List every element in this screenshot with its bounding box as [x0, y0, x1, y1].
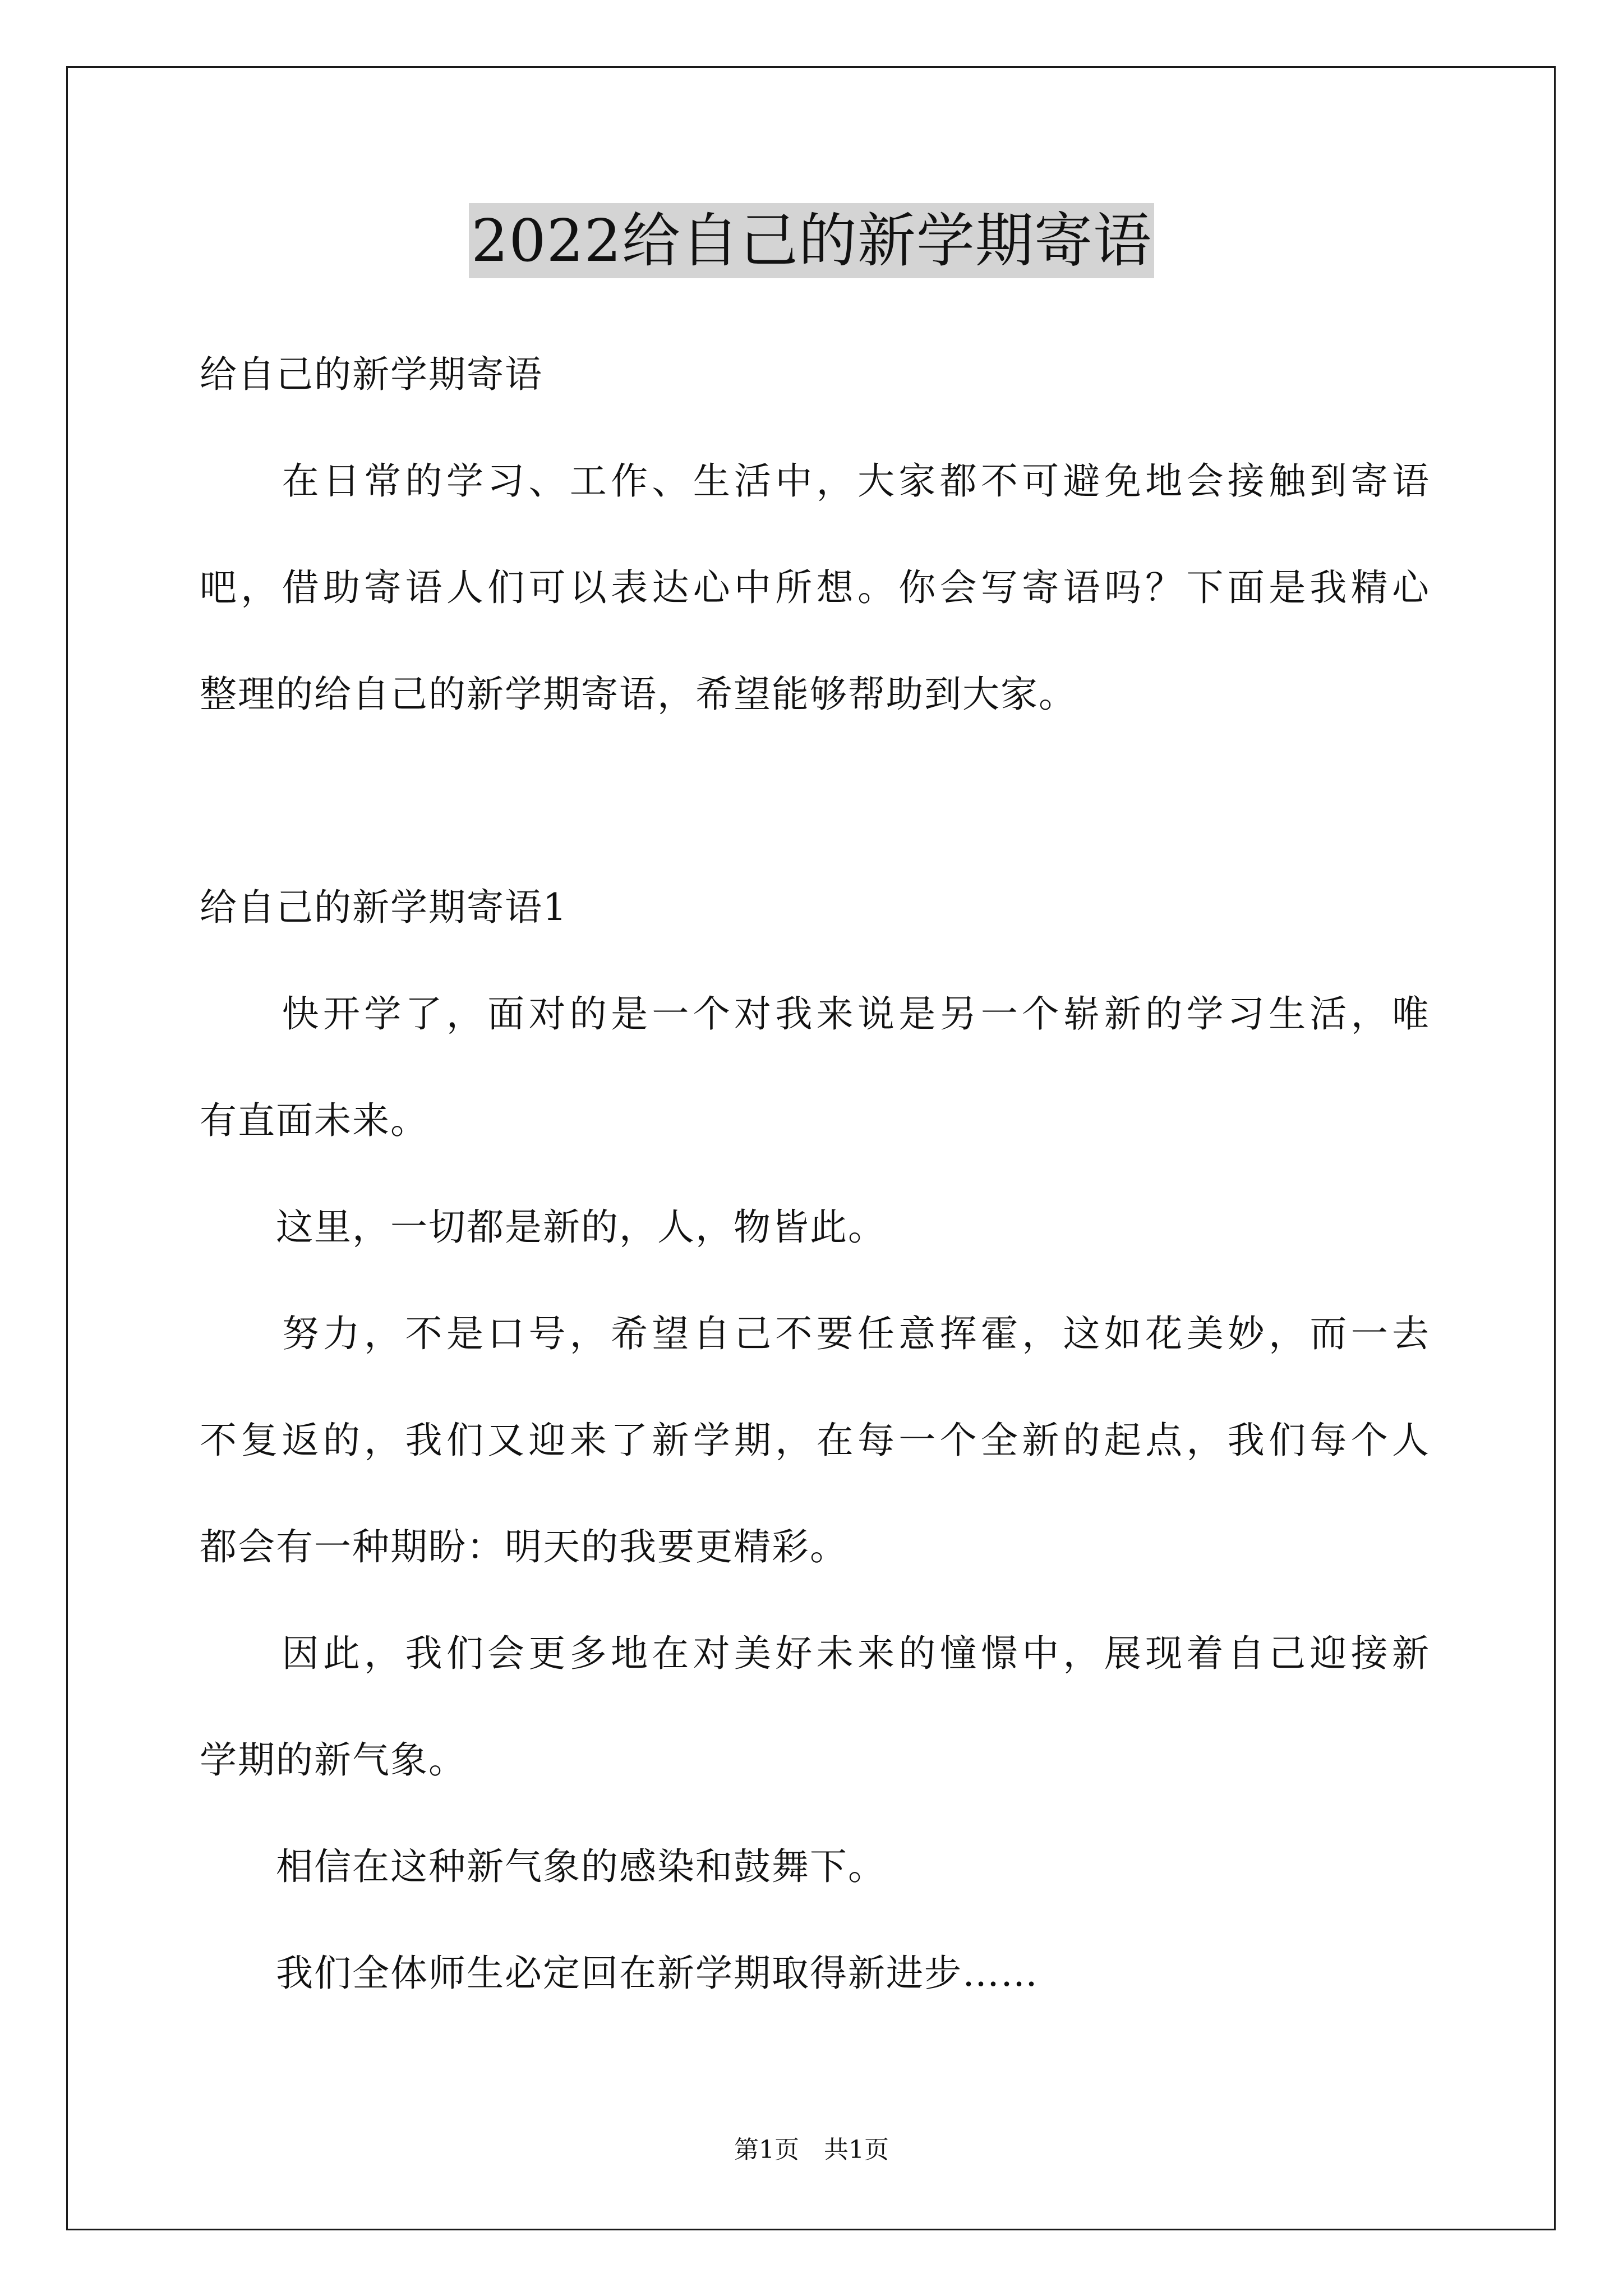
paragraph-line: 整理的给自己的新学期寄语，希望能够帮助到大家。 — [200, 673, 1077, 716]
section-heading-1: 给自己的新学期寄语1 — [200, 886, 568, 929]
paragraph-line: 相信在这种新气象的感染和鼓舞下。 — [200, 1845, 886, 1888]
section-heading: 给自己的新学期寄语 — [200, 353, 543, 396]
paragraph-line: 我们全体师生必定回在新学期取得新进步…… — [200, 1952, 1039, 1995]
page-footer: 第1页 共1页 — [734, 2136, 889, 2164]
paragraph-line: 都会有一种期盼：明天的我要更精彩。 — [200, 1525, 848, 1568]
document-title: 2022给自己的新学期寄语 — [469, 203, 1154, 278]
title-block — [0, 203, 1623, 278]
paragraph-line: 有直面未来。 — [200, 1099, 428, 1142]
paragraph-line: 快开学了，面对的是一个对我来说是另一个崭新的学习生活，唯 — [200, 992, 1429, 1036]
paragraph-line: 吧，借助寄语人们可以表达心中所想。你会写寄语吗？下面是我精心 — [200, 566, 1429, 609]
paragraph-line: 学期的新气象。 — [200, 1738, 467, 1782]
paragraph-line: 努力，不是口号，希望自己不要任意挥霍，这如花美妙，而一去 — [200, 1312, 1429, 1355]
paragraph-line: 在日常的学习、工作、生活中，大家都不可避免地会接触到寄语 — [200, 459, 1429, 503]
paragraph-line: 因此，我们会更多地在对美好未来的憧憬中，展现着自己迎接新 — [200, 1632, 1429, 1675]
paragraph-line: 这里，一切都是新的，人，物皆此。 — [200, 1205, 886, 1249]
paragraph-line: 不复返的，我们又迎来了新学期，在每一个全新的起点，我们每个人 — [200, 1419, 1429, 1462]
